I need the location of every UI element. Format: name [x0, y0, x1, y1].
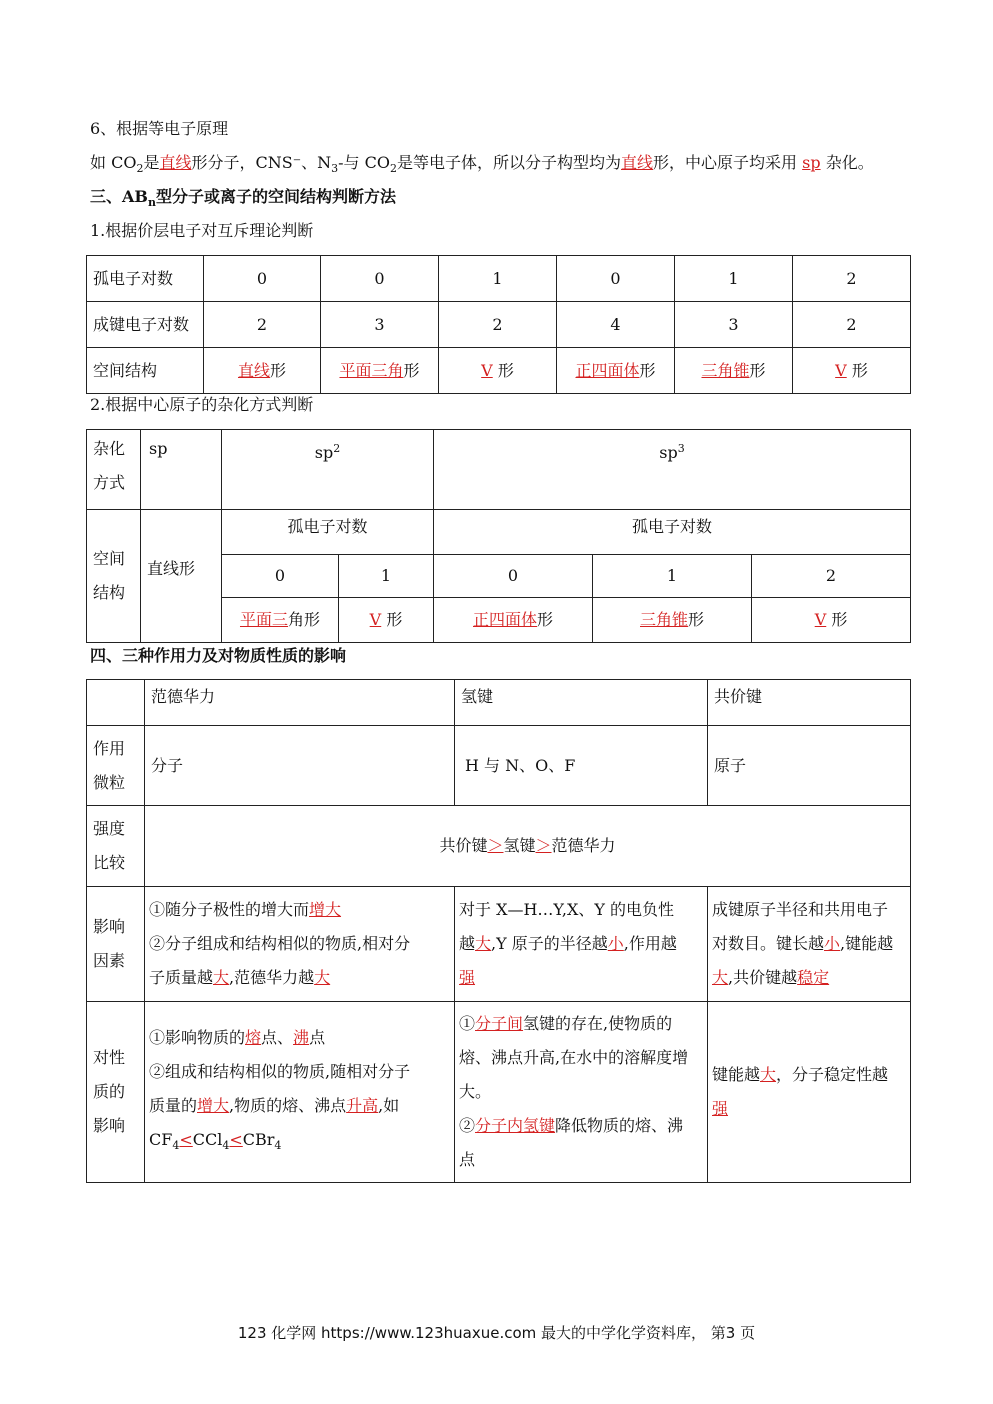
column-header: 氢键 — [455, 680, 708, 726]
section4-heading: 四、三种作用力及对物质性质的影响 — [90, 646, 347, 665]
cell: sp — [141, 430, 222, 510]
cell: 对于 X—H…Y,X、Y 的电负性 越大,Y 原子的半径越小,作用越 强 — [455, 887, 708, 1002]
cell: V 形 — [752, 598, 911, 643]
table-row — [87, 726, 911, 806]
cell: 0 — [204, 256, 321, 302]
row-header: 空间 结构 — [87, 510, 141, 643]
row-header: 孤电子对数 — [87, 256, 204, 302]
table-row — [87, 430, 911, 510]
table-row — [87, 806, 911, 887]
cell: 2 — [439, 302, 557, 348]
table-row — [87, 510, 911, 555]
table-row — [87, 887, 911, 1002]
cell: 0 — [434, 555, 593, 598]
cell: ①随分子极性的增大而增大 ②分子组成和结构相似的物质,相对分 子质量越大,范德华力越大 — [145, 887, 455, 1002]
row-header: 强度 比较 — [87, 806, 145, 887]
hybridization-table — [86, 429, 911, 643]
section6-paragraph: 如 $CO_2$是直线形分子，CNS⁻、$N_3-$与 $CO_2$是等电子体，所以分子构型均为直线形，中心原子均采用 sp 杂化。 — [90, 153, 874, 175]
cell: ①分子间氢键的存在,使物质的 熔、沸点升高,在水中的溶解度增 大。 ②分子内氢键降低物质的熔、沸 点 — [455, 1002, 708, 1183]
cell: V 形 — [793, 348, 911, 394]
row-header: 作用 微粒 — [87, 726, 145, 806]
cell: 1 — [339, 555, 434, 598]
cell: 4 — [557, 302, 675, 348]
cell: H 与 N、O、F — [455, 726, 708, 806]
table-row — [87, 302, 911, 348]
vsepr-table — [86, 255, 911, 394]
cell — [87, 680, 145, 726]
cell: 0 — [222, 555, 339, 598]
cell: 2 — [793, 302, 911, 348]
cell: 3 — [321, 302, 439, 348]
cell: 平面三角形 — [321, 348, 439, 394]
cell: 三角锥形 — [675, 348, 793, 394]
cell: 1 — [675, 256, 793, 302]
cell: V 形 — [439, 348, 557, 394]
cell: 键能越大，分子稳定性越 强 — [708, 1002, 911, 1183]
cell: 1 — [593, 555, 752, 598]
cell: 正四面体形 — [434, 598, 593, 643]
table-row — [87, 680, 911, 726]
row-header: 影响 因素 — [87, 887, 145, 1002]
column-header: 范德华力 — [145, 680, 455, 726]
cell: 直线形 — [204, 348, 321, 394]
cell: 2 — [752, 555, 911, 598]
cell: V 形 — [339, 598, 434, 643]
cell: ①影响物质的熔点、沸点 ②组成和结构相似的物质,随相对分子 质量的增大,物质的熔、沸点升高,如 $CF_4<CCl_4<CBr_4$ — [145, 1002, 455, 1183]
cell: 孤电子对数 — [222, 510, 434, 555]
cell: $sp^2$ — [222, 430, 434, 510]
row-header: 对性 质的 影响 — [87, 1002, 145, 1183]
row-header: 杂化 方式 — [87, 430, 141, 510]
table-row — [87, 256, 911, 302]
cell: 直线形 — [141, 510, 222, 643]
cell: 1 — [439, 256, 557, 302]
cell: $sp^3$ — [434, 430, 911, 510]
page-footer: 123 化学网 https://www.123huaxue.com 最大的中学化学资料库， 第3 页 — [237, 1324, 756, 1342]
cell: 3 — [675, 302, 793, 348]
section3-heading: 三、$AB_n$型分子或离子的空间结构判断方法 — [90, 187, 396, 209]
cell: 平面三角形 — [222, 598, 339, 643]
row-header: 成键电子对数 — [87, 302, 204, 348]
cell: 0 — [321, 256, 439, 302]
cell: 共价键＞氢键＞范德华力 — [145, 806, 911, 887]
cell: 孤电子对数 — [434, 510, 911, 555]
section3-sub1: 1.根据价层电子对互斥理论判断 — [90, 221, 314, 240]
cell: 成键原子半径和共用电子 对数目。键长越小,键能越 大,共价键越稳定 — [708, 887, 911, 1002]
cell: 2 — [204, 302, 321, 348]
cell: 0 — [557, 256, 675, 302]
cell: 分子 — [145, 726, 455, 806]
section6-heading: 6、根据等电子原理 — [90, 119, 229, 138]
section3-sub2: 2.根据中心原子的杂化方式判断 — [90, 395, 314, 414]
cell: 2 — [793, 256, 911, 302]
column-header: 共价键 — [708, 680, 911, 726]
table-row — [87, 1002, 911, 1183]
cell: 原子 — [708, 726, 911, 806]
row-header: 空间结构 — [87, 348, 204, 394]
forces-table — [86, 679, 911, 1183]
table-row — [87, 348, 911, 394]
cell: 三角锥形 — [593, 598, 752, 643]
cell: 正四面体形 — [557, 348, 675, 394]
